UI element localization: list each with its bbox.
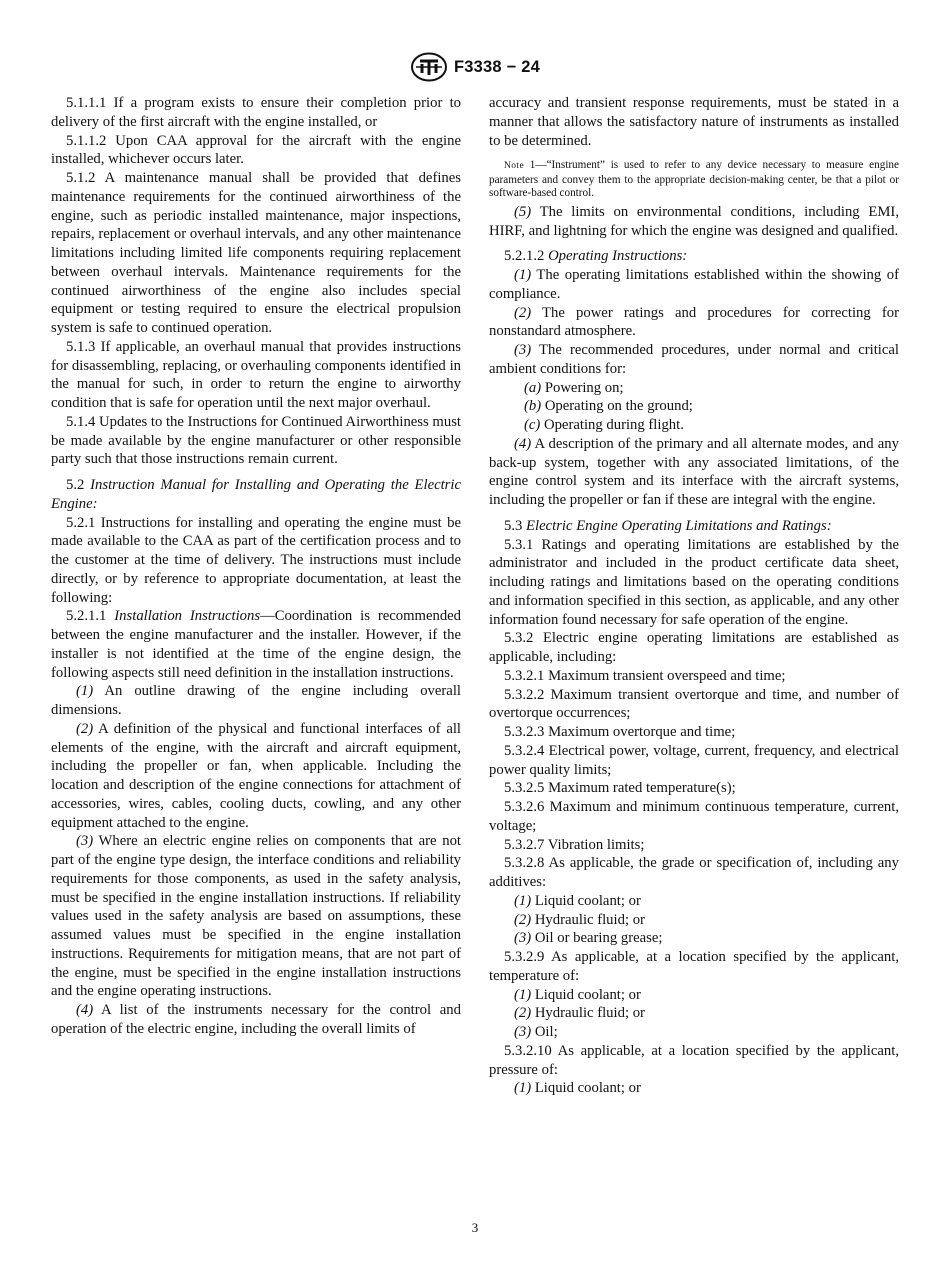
paragraph: 5.3.2.6 Maximum and minimum continuous temperature, current, voltage; — [489, 799, 899, 834]
list-item: (2) Hydraulic fluid; or — [514, 1005, 645, 1022]
list-item: (4) A list of the instruments necessary for the control and operation of the electric engine, including the overall limits of — [51, 1002, 461, 1037]
astm-logo-icon — [410, 52, 448, 82]
paragraph: 5.3.2 Electric engine operating limitations are established as applicable, including: — [489, 630, 899, 665]
paragraph: 5.1.1.1 If a program exists to ensure their completion prior to delivery of the first aircraft with the engine installed, or — [51, 95, 461, 130]
paragraph: 5.3.1 Ratings and operating limitations are established by the administrator and included in the product certificate data sheet, including ratings and limitations based on the operating conditions and information specified in this section, as applicable, and any other information found necessary for safe operation of the engine. — [489, 536, 899, 628]
list-item: (3) Where an electric engine relies on components that are not part of the engine type design, the interface conditions and reliability requirements for those components, as used in the safety analysis, must be specified in the engine installation instructions. If reliability values used in the safety analysis are based on assumptions, these assumed values must be specified in the engine installation instructions. Requirements for mitigation means, that are not part of the engine, must be specified in the engine installation instructions and the engine operating instructions. — [51, 833, 461, 1000]
list-item: (1) Liquid coolant; or — [514, 1080, 641, 1097]
page-number: 3 — [471, 1220, 479, 1235]
list-item: (3) The recommended procedures, under normal and critical ambient conditions for: — [489, 342, 899, 377]
list-item: (2) A definition of the physical and functional interfaces of all elements of the engine, with the aircraft and aircraft equipment, including the propeller or fan, when applicable. Including the location and description of the engine connections for attachment of accessories, wires, cables, cooling ducts, cowling, and any other equipment attached to the engine. — [51, 720, 461, 831]
list-item: (a) Powering on; — [524, 379, 624, 396]
paragraph: 5.3.2.7 Vibration limits; — [504, 836, 645, 853]
left-column — [51, 94, 461, 1039]
paragraph: 5.2.1.1 Installation Instructions—Coordination is recommended between the engine manufacturer and the installer. However, if the installer is not identified at the time of the engine design, the following aspects still need definition in the installation instructions. — [51, 608, 462, 681]
paragraph: 5.3.2.3 Maximum overtorque and time; — [504, 724, 736, 740]
list-item: (3) Oil or bearing grease; — [514, 930, 663, 947]
list-item: (1) The operating limitations established within the showing of compliance. — [489, 267, 899, 302]
section-heading: 5.3 Electric Engine Operating Limitations and Ratings: — [504, 517, 832, 534]
document-designation: F3338 − 24 — [454, 57, 540, 76]
list-item: (2) Hydraulic fluid; or — [514, 911, 645, 928]
list-item: (1) An outline drawing of the engine including overall dimensions. — [51, 683, 461, 718]
section-heading: 5.2 Instruction Manual for Installing and Operating the Electric Engine: — [51, 477, 462, 512]
list-item: (4) A description of the primary and all alternate modes, and any back-up system, together with any associated limitations, of the engine control system and its interface with the aircraft systems, including the propeller or fan if these are integral with the engine. — [489, 435, 899, 508]
note: Note 1—“Instrument” is used to refer to any device necessary to measure engine parameters and convey them to the appropriate decision-making center, be that a pilot or software-based control. — [489, 159, 899, 200]
list-item: (1) Liquid coolant; or — [514, 986, 641, 1003]
list-item: (3) Oil; — [514, 1024, 558, 1040]
paragraph: 5.3.2.8 As applicable, the grade or specification of, including any additives: — [489, 855, 899, 890]
list-item: (b) Operating on the ground; — [524, 398, 693, 415]
paragraph: 5.1.1.2 Upon CAA approval for the aircraft with the engine installed, whichever occurs later. — [51, 132, 461, 168]
paragraph: 5.1.3 If applicable, an overhaul manual that provides instructions for disassembling, replacing, or overhauling components identified in the manual for such, in order to return the engine to airworthy condition that is safe for operation until the next major overhaul. — [51, 338, 461, 411]
section-heading: 5.2.1.2 Operating Instructions: — [504, 248, 688, 265]
right-column — [489, 94, 899, 1098]
paragraph: 5.1.4 Updates to the Instructions for Continued Airworthiness must be made available by the engine manufacturer or other responsible party such that those instructions remain current. — [51, 413, 461, 468]
paragraph: 5.3.2.9 As applicable, at a location specified by the applicant, temperature of: — [489, 949, 899, 984]
paragraph: 5.3.2.4 Electrical power, voltage, current, frequency, and electrical power quality limits; — [489, 742, 899, 778]
paragraph: 5.1.2 A maintenance manual shall be provided that defines maintenance requirements for the continued airworthiness of the engine, such as periodic installed maintenance, major inspections, repairs, replacement or overhaul intervals, and any other maintenance limitations including limited life components requiring replacement between overhaul intervals. Maintenance requirements for the continued airworthiness of the engine also includes special equipment or testing required to ensure the electrical propulsion system is safe to continued operation. — [51, 170, 461, 336]
list-item: (2) The power ratings and procedures for correcting for nonstandard atmosphere. — [489, 304, 899, 340]
paragraph: 5.3.2.1 Maximum transient overspeed and time; — [504, 667, 786, 684]
paragraph: 5.3.2.10 As applicable, at a location specified by the applicant, pressure of: — [489, 1042, 899, 1078]
page-header — [0, 52, 950, 82]
list-item: (5) The limits on environmental conditions, including EMI, HIRF, and lightning for which the engine was designed and qualified. — [489, 203, 899, 239]
paragraph: 5.3.2.2 Maximum transient overtorque and time, and number of overtorque occurrences; — [489, 686, 899, 722]
paragraph: 5.3.2.5 Maximum rated temperature(s); — [504, 780, 736, 797]
paragraph: accuracy and transient response requirements, must be stated in a manner that allows the satisfactory nature of instruments as installed to be determined. — [489, 95, 899, 149]
list-item: (1) Liquid coolant; or — [514, 892, 641, 909]
list-item: (c) Operating during flight. — [524, 417, 684, 433]
paragraph: 5.2.1 Instructions for installing and operating the engine must be made available to the CAA as part of the certification process and to the customer at the time of delivery. The instructions must include directly, or by reference to appropriate documentation, at least the following: — [51, 514, 461, 606]
